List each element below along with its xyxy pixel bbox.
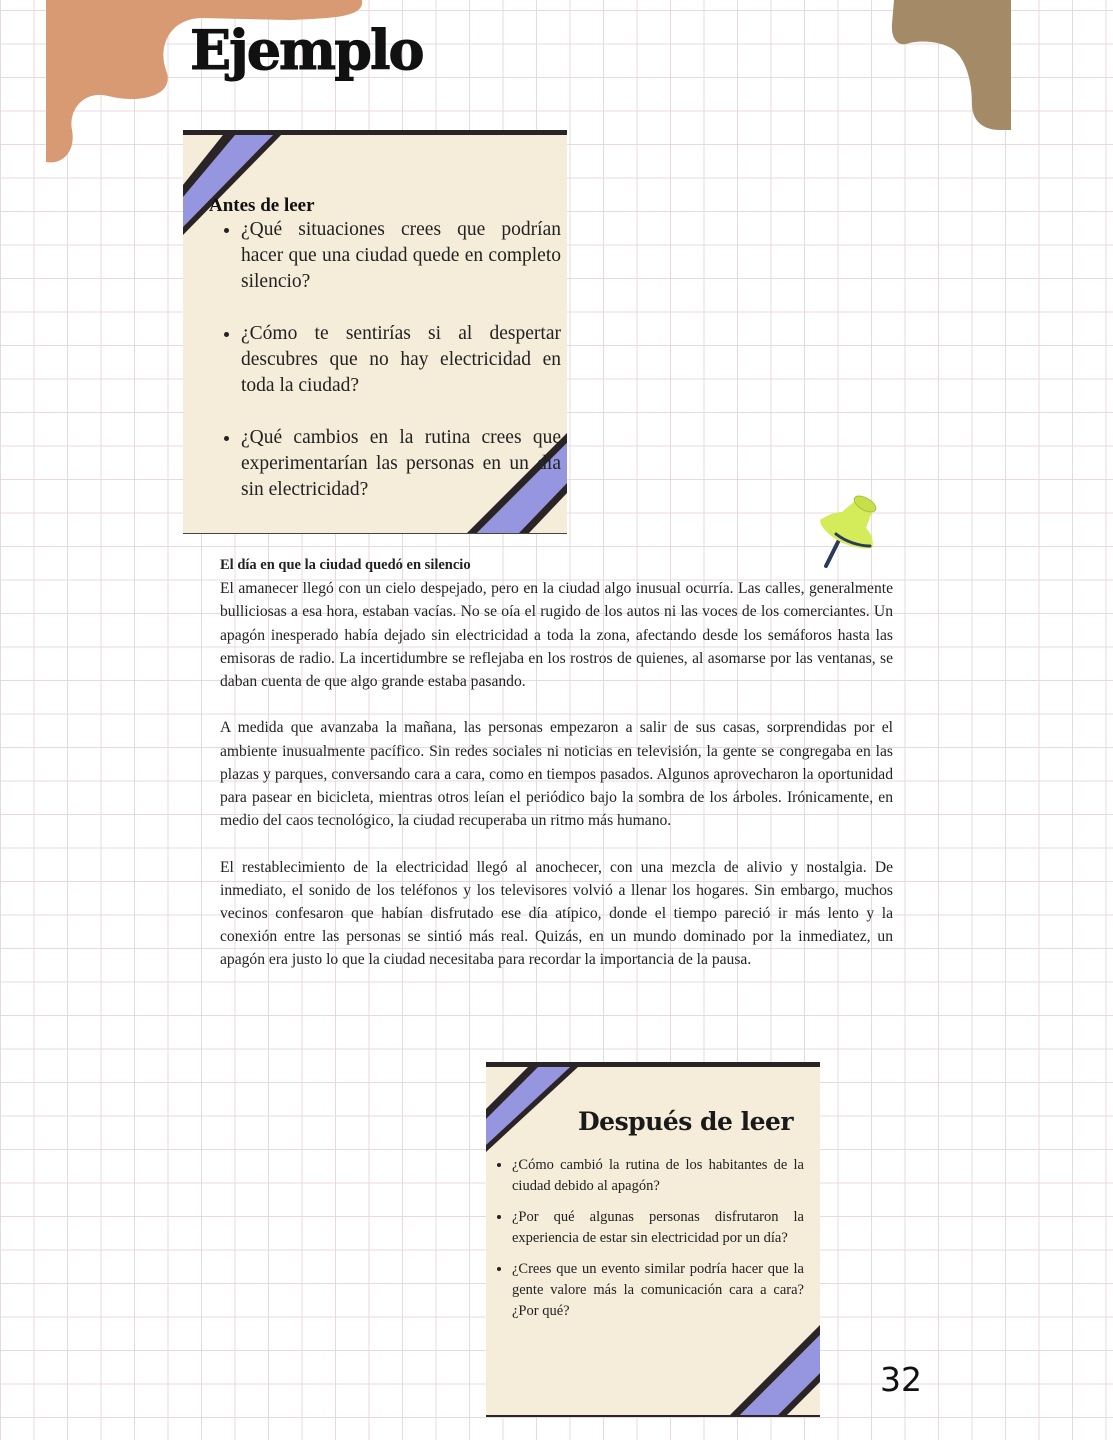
after-reading-card (486, 1062, 820, 1417)
story-title: El día en que la ciudad quedó en silencio (220, 557, 471, 573)
stripe-bottom-right (730, 1325, 820, 1415)
question-item: • ¿Cómo cambió la rutina de los habitantes de la ciudad debido al apagón? (512, 1155, 804, 1197)
before-reading-heading: Antes de leer (209, 195, 315, 216)
page-title: Ejemplo (190, 18, 423, 82)
before-reading-questions (221, 217, 561, 529)
question-item: • ¿Qué cambios en la rutina crees que experimentarían las personas en un día sin electricidad? (241, 425, 561, 503)
decorative-blob-brown (888, 0, 1013, 135)
question-item: • ¿Por qué algunas personas disfrutaron la experiencia de estar sin electricidad por un día? (512, 1207, 804, 1249)
stripe-top-left (486, 1067, 586, 1152)
after-reading-questions (498, 1155, 804, 1332)
story-section (220, 554, 893, 995)
story-paragraph: El amanecer llegó con un cielo despejado, pero en la ciudad algo inusual ocurría. Las calles, generalmente bulliciosas a esa hora, estaban vacías. No se oía el rugido de los autos ni las voces de los comerciantes. Un apagón inesperado había dejado sin electricidad a toda la zona, afectando desde los semáforos hasta las emisoras de radio. La incertidumbre se reflejaba en los rostros de quienes, al asomarse por las ventanas, se daban cuenta de que algo grande estaba pasando. (220, 580, 893, 691)
question-item: • ¿Crees que un evento similar podría hacer que la gente valore más la comunicación cara a cara? ¿Por qué? (512, 1259, 804, 1322)
question-item: • ¿Qué situaciones crees que podrían hacer que una ciudad quede en completo silencio? (241, 217, 561, 295)
page-number: 32 (880, 1360, 922, 1399)
before-reading-card (183, 130, 567, 534)
question-item: • ¿Cómo te sentirías si al despertar descubres que no hay electricidad en toda la ciudad? (241, 321, 561, 399)
story-paragraph: A medida que avanzaba la mañana, las personas empezaron a salir de sus casas, sorprendidas por el ambiente inusualmente pacífico. Sin redes sociales ni noticias en televisión, la gente se congregaba en las plazas y parques, conversando cara a cara, como en tiempos pasados. Algunos aprovecharon la oportunidad para pasear en bicicleta, mientras otros leían el periódico bajo la sombra de los árboles. Irónicamente, en medio del caos tecnológico, la ciudad recuperaba un ritmo más humano. (220, 719, 893, 830)
story-paragraph: El restablecimiento de la electricidad llegó al anochecer, con una mezcla de alivio y nostalgia. De inmediato, el sonido de los teléfonos y los televisores volvió a llenar los hogares. Sin embargo, muchos vecinos confesaron que habían disfrutado ese día atípico, donde el tiempo pareció ir más lento y la conexión entre las personas se sintió más real. Quizás, en un mundo dominado por la inmediatez, un apagón era justo lo que la ciudad necesitaba para recordar la importancia de la pausa. (220, 858, 893, 969)
after-reading-heading: Después de leer (578, 1107, 794, 1136)
